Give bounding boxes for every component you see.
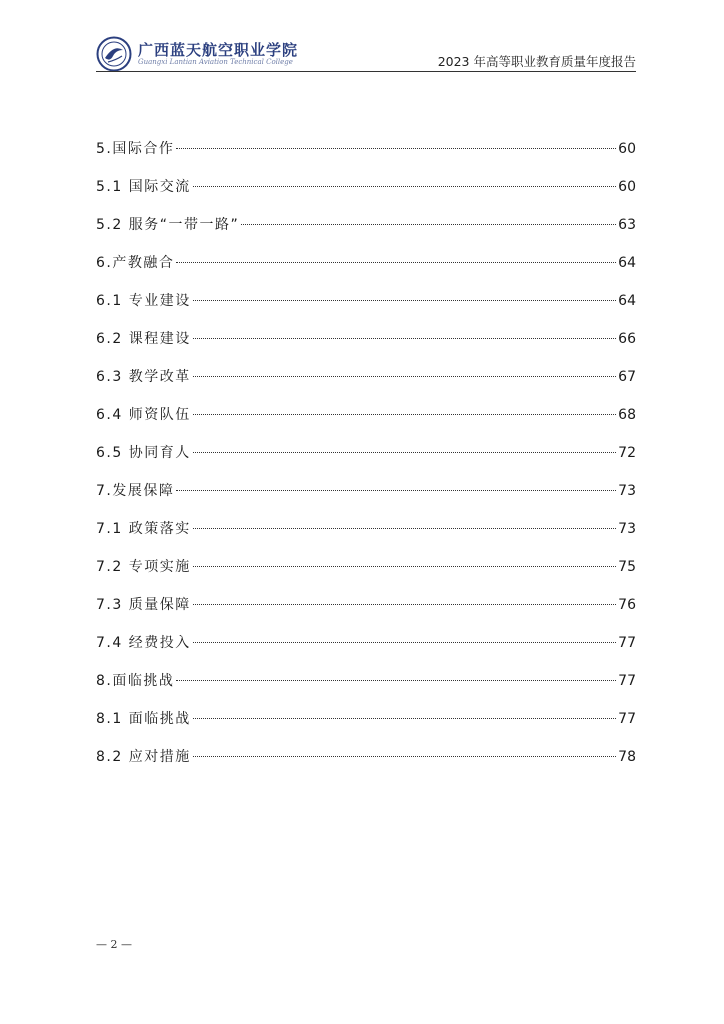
toc-entry-label: 8.面临挑战: [96, 673, 175, 689]
toc-entry-label: 7.发展保障: [96, 483, 175, 499]
toc-entry[interactable]: [96, 130, 636, 168]
toc-leader-dots: [193, 604, 616, 605]
toc-leader-dots: [193, 642, 616, 643]
college-name-cn: 广西蓝天航空职业学院: [138, 41, 299, 59]
toc-entry[interactable]: [96, 738, 636, 776]
toc-entry[interactable]: [96, 700, 636, 738]
toc-entry-page: 60: [618, 179, 636, 195]
toc-entry-page: 63: [618, 217, 636, 233]
toc-entry[interactable]: [96, 624, 636, 662]
toc-leader-dots: [176, 262, 616, 263]
toc-entry-page: 73: [618, 483, 636, 499]
college-name-en: Guangxi Lantian Aviation Technical College: [138, 58, 293, 66]
toc-entry-page: 76: [618, 597, 636, 613]
toc-leader-dots: [193, 338, 616, 339]
toc-leader-dots: [176, 680, 616, 681]
toc-entry[interactable]: [96, 662, 636, 700]
toc-entry-label: 6.2 课程建设: [96, 331, 191, 347]
toc-entry-page: 72: [618, 445, 636, 461]
toc-leader-dots: [193, 718, 616, 719]
toc-entry-label: 8.2 应对措施: [96, 749, 191, 765]
toc-entry[interactable]: [96, 510, 636, 548]
toc-entry-label: 5.1 国际交流: [96, 179, 191, 195]
toc-entry[interactable]: [96, 206, 636, 244]
toc-entry-label: 6.1 专业建设: [96, 293, 191, 309]
toc-leader-dots: [176, 490, 616, 491]
toc-entry[interactable]: [96, 396, 636, 434]
toc-entry-label: 5.2 服务“一带一路”: [96, 217, 240, 233]
toc-entry-label: 7.3 质量保障: [96, 597, 191, 613]
toc-leader-dots: [193, 566, 616, 567]
toc-entry-page: 64: [618, 293, 636, 309]
page-header: [96, 36, 636, 72]
toc-entry-label: 7.1 政策落实: [96, 521, 191, 537]
toc-entry[interactable]: [96, 434, 636, 472]
toc-leader-dots: [193, 756, 616, 757]
toc-entry-page: 64: [618, 255, 636, 271]
toc-entry-page: 68: [618, 407, 636, 423]
toc-entry-label: 7.4 经费投入: [96, 635, 191, 651]
toc-entry[interactable]: [96, 548, 636, 586]
toc-leader-dots: [241, 224, 616, 225]
toc-entry-page: 77: [618, 673, 636, 689]
toc-entry-label: 6.4 师资队伍: [96, 407, 191, 423]
toc-entry-page: 75: [618, 559, 636, 575]
toc-entry-page: 66: [618, 331, 636, 347]
toc-entry-label: 6.产教融合: [96, 255, 175, 271]
toc-leader-dots: [193, 376, 616, 377]
toc-entry-label: 7.2 专项实施: [96, 559, 191, 575]
toc-entry-page: 77: [618, 635, 636, 651]
toc-entry[interactable]: [96, 358, 636, 396]
report-title: 2023 年高等职业教育质量年度报告: [437, 54, 636, 69]
toc-entry[interactable]: [96, 320, 636, 358]
toc-entry-page: 78: [618, 749, 636, 765]
page-number: — 2 —: [96, 938, 132, 951]
toc-leader-dots: [193, 300, 616, 301]
header-divider: [96, 71, 636, 72]
toc-leader-dots: [176, 148, 616, 149]
toc-entry-label: 6.5 协同育人: [96, 445, 191, 461]
toc-entry[interactable]: [96, 282, 636, 320]
toc-leader-dots: [193, 528, 616, 529]
toc-entry[interactable]: [96, 586, 636, 624]
college-logo-icon: [96, 36, 132, 72]
toc-leader-dots: [193, 452, 616, 453]
toc-entry[interactable]: [96, 168, 636, 206]
toc-entry-page: 77: [618, 711, 636, 727]
toc-entry-page: 67: [618, 369, 636, 385]
toc-entry[interactable]: [96, 472, 636, 510]
table-of-contents: [96, 130, 636, 776]
toc-entry-label: 6.3 教学改革: [96, 369, 191, 385]
toc-entry-page: 73: [618, 521, 636, 537]
toc-leader-dots: [193, 414, 616, 415]
toc-entry-page: 60: [618, 141, 636, 157]
toc-leader-dots: [193, 186, 616, 187]
toc-entry-label: 8.1 面临挑战: [96, 711, 191, 727]
toc-entry[interactable]: [96, 244, 636, 282]
toc-entry-label: 5.国际合作: [96, 141, 175, 157]
